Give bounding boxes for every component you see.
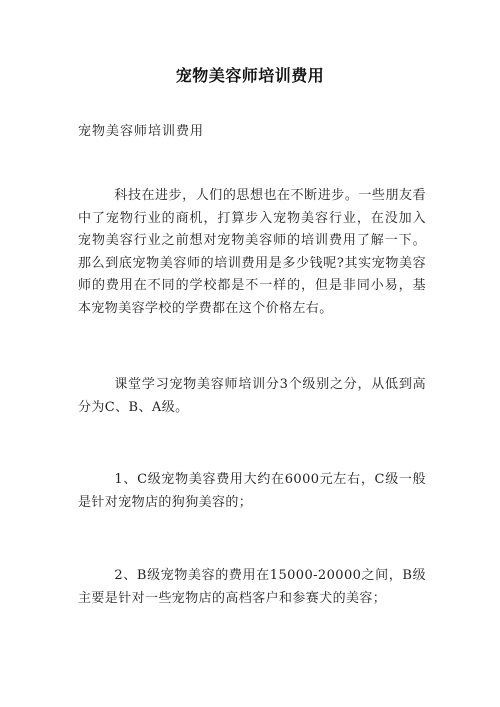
paragraph-level-c: 1、C级宠物美容费用大约在6000元左右，C级一般是针对宠物店的狗狗美容的； [78, 472, 426, 510]
document-title: 宠物美容师培训费用 [175, 66, 325, 85]
paragraph-intro: 科技在进步，人们的思想也在不断进步。一些朋友看中了宠物行业的商机，打算步入宠物美容行业，在没加入宠物美容行业之前想对宠物美容师的培训费用了解一下。那么到底宠物美容师的培训费用是多少钱呢?其实宠物美容师的费用在不同的学校都是不一样的，但是非同小易，基本宠物美容学校的学费都在这个价格左右。 [78, 188, 426, 316]
paragraph-levels: 课堂学习宠物美容师培训分3个级别之分，从低到高分为C、B、A级。 [78, 377, 426, 415]
document-subtitle: 宠物美容师培训费用 [78, 124, 205, 139]
paragraph-level-b: 2、B级宠物美容的费用在15000-20000之间，B级主要是针对一些宠物店的高档客户和参赛犬的美容； [78, 568, 426, 606]
